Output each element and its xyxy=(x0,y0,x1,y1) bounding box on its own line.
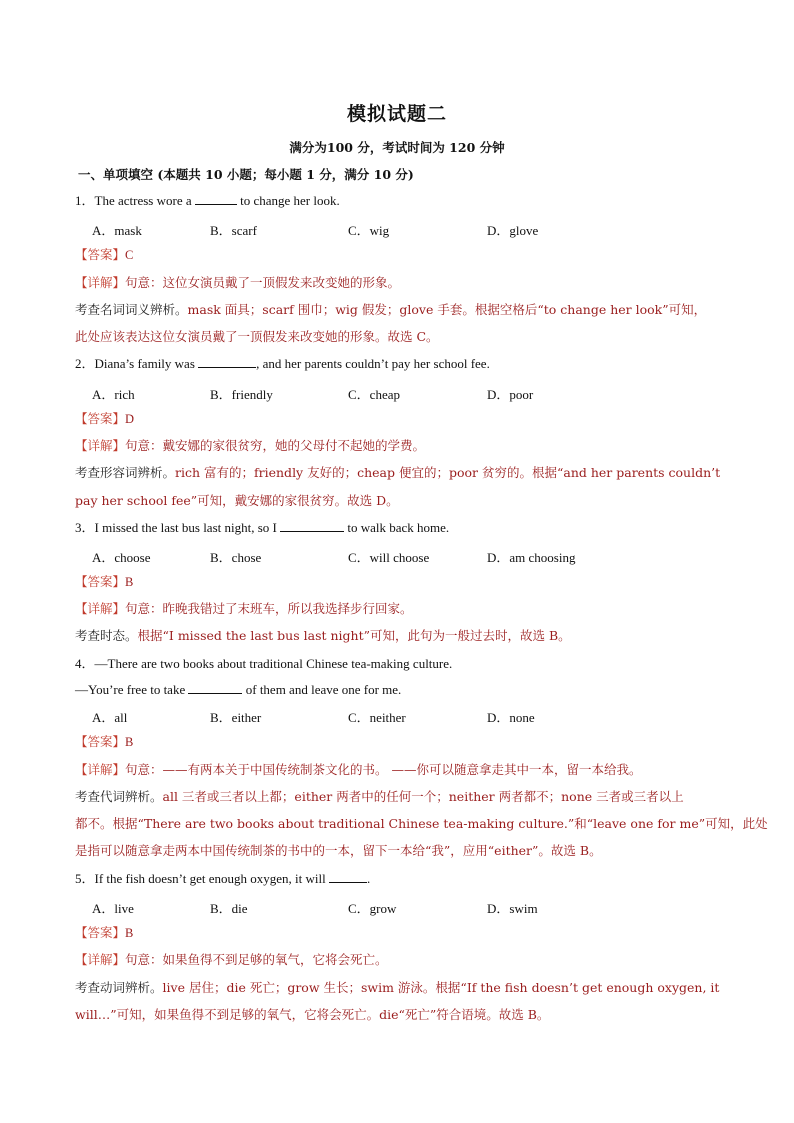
option-a: A．live xyxy=(92,901,134,916)
question-4-analysis: 考查代词辨析。all 三者或三者以上都；either 两者中的任何一个；neither 两者都不；none 三者或三者以上 xyxy=(75,789,684,804)
question-2-analysis-cont: pay her school fee”可知，戴安娜的家很贫穷。故选 D。 xyxy=(75,493,399,508)
exam-info: 满分为100 分，考试时间为 120 分钟 xyxy=(289,140,505,155)
question-4-stem: 4．—There are two books about traditional Chinese tea-making culture. xyxy=(75,656,453,671)
option-b: B．scarf xyxy=(210,223,257,238)
option-b: B．friendly xyxy=(210,387,273,402)
question-4-detail: 【详解】句意：——有两本关于中国传统制茶文化的书。 ——你可以随意拿走其中一本，留一本给我。 xyxy=(75,762,642,777)
question-5-analysis: 考查动词辨析。live 居住；die 死亡；grow 生长；swim 游泳。根据“If the fish doesn’t get enough oxygen, it xyxy=(75,980,720,995)
option-d: D．none xyxy=(487,710,535,725)
question-4-analysis-cont2: 是指可以随意拿走两本中国传统制茶的书中的一本，留下一本给“我”，应用“either”。故选 B。 xyxy=(75,843,602,858)
option-a: A．rich xyxy=(92,387,135,402)
option-a: A．mask xyxy=(92,223,142,238)
question-5-analysis-cont: will…”可知，如果鱼得不到足够的氧气，它将会死亡。die“死亡”符合语境。故选 B。 xyxy=(75,1007,550,1022)
question-4-analysis-cont: 都不。根据“There are two books about traditional Chinese tea-making culture.”和“leave one for me”可知，此处 xyxy=(75,816,768,831)
question-4-stem-reply: —You’re free to take of them and leave one for me. xyxy=(75,682,402,697)
question-3-answer: 【答案】B xyxy=(75,574,134,589)
option-c: C．wig xyxy=(348,223,390,238)
option-a: A．choose xyxy=(92,550,151,565)
option-d: D．am choosing xyxy=(487,550,576,565)
question-2-detail: 【详解】句意：戴安娜的家很贫穷，她的父母付不起她的学费。 xyxy=(75,438,426,453)
question-4-answer: 【答案】B xyxy=(75,734,134,749)
question-1-analysis: 考查名词词义辨析。mask 面具；scarf 围巾；wig 假发；glove 手套。根据空格后“to change her look”可知， xyxy=(75,302,707,317)
question-3-detail: 【详解】句意：昨晚我错过了末班车，所以我选择步行回家。 xyxy=(75,601,413,616)
answer-blank xyxy=(198,356,256,368)
answer-blank xyxy=(195,193,237,205)
question-3-stem: 3．I missed the last bus last night, so I to walk back home. xyxy=(75,520,450,535)
option-a: A．all xyxy=(92,710,128,725)
question-1-analysis-cont: 此处应该表达这位女演员戴了一顶假发来改变她的形象。故选 C。 xyxy=(75,329,439,344)
option-b: B．either xyxy=(210,710,262,725)
option-d: D．swim xyxy=(487,901,538,916)
section-heading: 一、单项填空 (本题共 10 小题；每小题 1 分，满分 10 分) xyxy=(78,167,414,182)
answer-blank xyxy=(280,520,344,532)
question-2-stem: 2．Diana’s family was , and her parents couldn’t pay her school fee. xyxy=(75,356,490,371)
option-b: B．chose xyxy=(210,550,262,565)
option-d: D．glove xyxy=(487,223,539,238)
answer-blank xyxy=(329,871,367,883)
option-c: C．cheap xyxy=(348,387,400,402)
page-title: 模拟试题二 xyxy=(346,103,447,125)
question-5-answer: 【答案】B xyxy=(75,925,134,940)
option-b: B．die xyxy=(210,901,248,916)
question-5-detail: 【详解】句意：如果鱼得不到足够的氧气，它将会死亡。 xyxy=(75,952,388,967)
question-5-stem: 5．If the fish doesn’t get enough oxygen, it will . xyxy=(75,871,371,886)
question-1-stem: 1．The actress wore a to change her look. xyxy=(75,193,340,208)
option-c: C．neither xyxy=(348,710,406,725)
question-1-answer: 【答案】C xyxy=(75,247,134,262)
option-d: D．poor xyxy=(487,387,534,402)
answer-blank xyxy=(188,682,242,694)
question-2-analysis: 考查形容词辨析。rich 富有的；friendly 友好的；cheap 便宜的；poor 贫穷的。根据“and her parents couldn’t xyxy=(75,465,721,480)
option-c: C．will choose xyxy=(348,550,430,565)
question-3-analysis: 考查时态。根据“I missed the last bus last night”可知，此句为一般过去时，故选 B。 xyxy=(75,628,571,643)
option-c: C．grow xyxy=(348,901,397,916)
question-2-answer: 【答案】D xyxy=(75,411,135,426)
question-1-detail: 【详解】句意：这位女演员戴了一顶假发来改变她的形象。 xyxy=(75,275,401,290)
